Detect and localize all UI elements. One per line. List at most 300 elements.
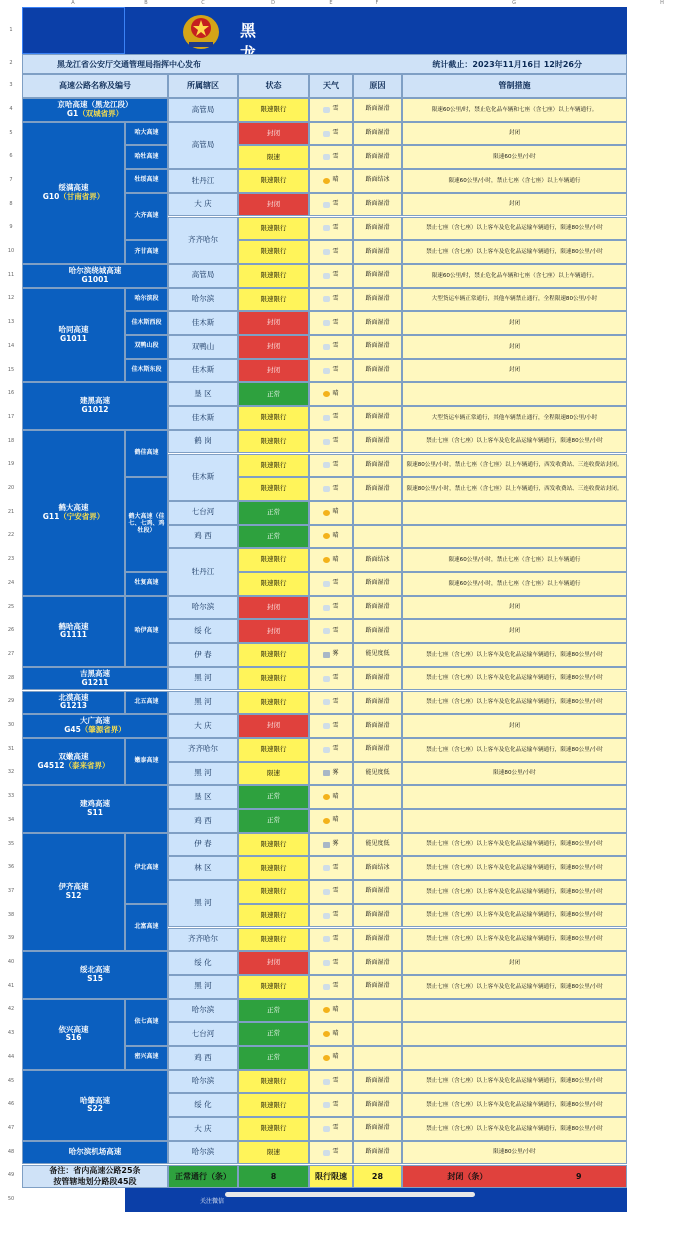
- section-name[interactable]: [125, 193, 168, 240]
- summary-closed-label: 封闭（条）: [447, 1171, 488, 1181]
- section-name[interactable]: [125, 572, 168, 596]
- status-cell[interactable]: [238, 311, 309, 335]
- weather-cell[interactable]: [309, 122, 353, 146]
- reason-cell[interactable]: [353, 762, 402, 786]
- road-name[interactable]: [22, 1070, 168, 1141]
- jurisdiction[interactable]: [168, 288, 238, 312]
- status-cell[interactable]: [238, 785, 309, 809]
- jurisdiction[interactable]: [168, 525, 238, 549]
- measure-cell[interactable]: [402, 999, 627, 1023]
- reason-cell[interactable]: [353, 619, 402, 643]
- jurisdiction[interactable]: [168, 785, 238, 809]
- road-name[interactable]: [22, 951, 168, 998]
- jurisdiction[interactable]: [168, 951, 238, 975]
- measure-cell[interactable]: [402, 833, 627, 857]
- weather-cell[interactable]: [309, 762, 353, 786]
- reason-cell[interactable]: [353, 1117, 402, 1141]
- jurisdiction[interactable]: [168, 1141, 238, 1165]
- measure-cell[interactable]: [402, 691, 627, 715]
- measure-cell[interactable]: [402, 572, 627, 596]
- measure-cell[interactable]: [402, 1093, 627, 1117]
- status-cell[interactable]: [238, 1093, 309, 1117]
- jurisdiction[interactable]: [168, 382, 238, 406]
- section-name[interactable]: [125, 904, 168, 951]
- jurisdiction[interactable]: [168, 975, 238, 999]
- weather-label: 雪: [332, 745, 339, 753]
- weather-cell[interactable]: [309, 501, 353, 525]
- reason-cell[interactable]: [353, 477, 402, 501]
- weather-label: 晴: [332, 531, 339, 539]
- measure-cell[interactable]: [402, 667, 627, 691]
- reason-label: 路面湿滑: [365, 745, 390, 753]
- jurisdiction[interactable]: [168, 928, 238, 952]
- selected-cell-a1[interactable]: [22, 7, 125, 54]
- header-status: [238, 74, 309, 98]
- measure-cell[interactable]: [402, 975, 627, 999]
- reason-cell[interactable]: [353, 856, 402, 880]
- measure-cell[interactable]: [402, 809, 627, 833]
- measure-cell[interactable]: [402, 643, 627, 667]
- jurisdiction[interactable]: [168, 548, 238, 595]
- status-cell[interactable]: [238, 667, 309, 691]
- measure-cell[interactable]: [402, 430, 627, 454]
- weather-cell[interactable]: [309, 951, 353, 975]
- weather-cell[interactable]: [309, 1093, 353, 1117]
- header-measures: [402, 74, 627, 98]
- measure-cell[interactable]: [402, 928, 627, 952]
- status-cell[interactable]: [238, 98, 309, 122]
- reason-cell[interactable]: [353, 193, 402, 217]
- reason-cell[interactable]: [353, 572, 402, 596]
- measure-cell[interactable]: [402, 904, 627, 928]
- status-cell[interactable]: [238, 1022, 309, 1046]
- weather-label: 雪: [332, 579, 339, 587]
- measure-text: 禁止七座（含七座）以上客车及危化品运输车辆通行，限速80公里/小时: [426, 1102, 603, 1109]
- road-name[interactable]: [22, 1141, 168, 1165]
- measure-text: 禁止七座（含七座）以上客车及危化品运输车辆通行，限速80公里/小时: [426, 1125, 603, 1132]
- measure-cell[interactable]: [402, 264, 627, 288]
- jurisdiction[interactable]: [168, 1117, 238, 1141]
- measure-cell[interactable]: [402, 311, 627, 335]
- reason-cell[interactable]: [353, 264, 402, 288]
- snow-icon: [323, 699, 330, 705]
- weather-cell[interactable]: [309, 311, 353, 335]
- section-name[interactable]: [125, 288, 168, 312]
- weather-label: 雪: [332, 911, 339, 919]
- status-cell[interactable]: [238, 1046, 309, 1070]
- road-name[interactable]: [22, 833, 125, 952]
- measure-cell[interactable]: [402, 596, 627, 620]
- weather-cell[interactable]: [309, 454, 353, 478]
- weather-cell[interactable]: [309, 1046, 353, 1070]
- measure-cell[interactable]: [402, 762, 627, 786]
- status-cell[interactable]: [238, 382, 309, 406]
- snow-icon: [323, 605, 330, 611]
- reason-cell[interactable]: [353, 501, 402, 525]
- status-cell[interactable]: [238, 454, 309, 478]
- reason-cell[interactable]: [353, 122, 402, 146]
- header-label: 管制措施: [498, 81, 531, 91]
- reason-cell[interactable]: [353, 335, 402, 359]
- weather-cell[interactable]: [309, 145, 353, 169]
- section-name[interactable]: [125, 999, 168, 1046]
- status-cell[interactable]: [238, 762, 309, 786]
- status-cell[interactable]: [238, 809, 309, 833]
- section-name[interactable]: [125, 359, 168, 383]
- weather-cell[interactable]: [309, 548, 353, 572]
- reason-cell[interactable]: [353, 975, 402, 999]
- reason-cell[interactable]: [353, 217, 402, 241]
- weather-cell[interactable]: [309, 359, 353, 383]
- weather-cell[interactable]: [309, 1022, 353, 1046]
- road-name-text: 双嫩高速: [58, 751, 89, 761]
- jurisdiction[interactable]: [168, 406, 238, 430]
- jurisdiction[interactable]: [168, 667, 238, 691]
- reason-cell[interactable]: [353, 904, 402, 928]
- status-cell[interactable]: [238, 1141, 309, 1165]
- measure-cell[interactable]: [402, 169, 627, 193]
- reason-cell[interactable]: [353, 667, 402, 691]
- jurisdiction[interactable]: [168, 880, 238, 927]
- status-cell[interactable]: [238, 714, 309, 738]
- jurisdiction[interactable]: [168, 833, 238, 857]
- road-name[interactable]: [22, 691, 125, 715]
- measure-cell[interactable]: [402, 501, 627, 525]
- measure-cell[interactable]: [402, 856, 627, 880]
- measure-cell[interactable]: [402, 122, 627, 146]
- snow-icon: [323, 131, 330, 137]
- status-cell[interactable]: [238, 999, 309, 1023]
- jurisdiction[interactable]: [168, 1046, 238, 1070]
- status-cell[interactable]: [238, 596, 309, 620]
- jurisdiction[interactable]: [168, 1022, 238, 1046]
- jurisdiction[interactable]: [168, 643, 238, 667]
- section-name[interactable]: [125, 477, 168, 572]
- status-cell[interactable]: [238, 240, 309, 264]
- jurisdiction[interactable]: [168, 999, 238, 1023]
- row-number: 13: [7, 319, 15, 326]
- road-name[interactable]: [22, 288, 125, 383]
- weather-cell[interactable]: [309, 880, 353, 904]
- reason-cell[interactable]: [353, 406, 402, 430]
- weather-cell[interactable]: [309, 691, 353, 715]
- reason-cell[interactable]: [353, 359, 402, 383]
- measure-cell[interactable]: [402, 145, 627, 169]
- measure-cell[interactable]: [402, 240, 627, 264]
- reason-cell[interactable]: [353, 288, 402, 312]
- measure-cell[interactable]: [402, 1046, 627, 1070]
- jurisdiction-label: 鸡 西: [194, 531, 212, 541]
- measure-cell[interactable]: [402, 382, 627, 406]
- jurisdiction[interactable]: [168, 454, 238, 501]
- road-name[interactable]: [22, 667, 168, 691]
- measure-cell[interactable]: [402, 193, 627, 217]
- weather-cell[interactable]: [309, 904, 353, 928]
- row-number: 32: [7, 769, 15, 776]
- measure-cell[interactable]: [402, 1141, 627, 1165]
- section-name[interactable]: [125, 311, 168, 335]
- weather-cell[interactable]: [309, 1117, 353, 1141]
- road-name-text: 哈尔滨绕城高速: [68, 266, 122, 276]
- section-name[interactable]: [125, 169, 168, 193]
- snow-icon: [323, 296, 330, 302]
- weather-cell[interactable]: [309, 975, 353, 999]
- measure-cell[interactable]: [402, 217, 627, 241]
- road-name-text: 伊齐高速: [58, 882, 89, 892]
- reason-cell[interactable]: [353, 311, 402, 335]
- measure-cell[interactable]: [402, 619, 627, 643]
- reason-cell[interactable]: [353, 454, 402, 478]
- status-cell[interactable]: [238, 525, 309, 549]
- jurisdiction[interactable]: [168, 691, 238, 715]
- jurisdiction[interactable]: [168, 738, 238, 762]
- reason-cell[interactable]: [353, 691, 402, 715]
- status-label: 限速限行: [260, 294, 287, 303]
- page-title: 黑: [240, 21, 257, 40]
- reason-cell[interactable]: [353, 785, 402, 809]
- section-label: 鹤佳高速: [134, 449, 159, 457]
- road-name[interactable]: [22, 999, 125, 1070]
- jurisdiction[interactable]: [168, 169, 238, 193]
- road-name[interactable]: [22, 738, 125, 785]
- status-cell[interactable]: [238, 335, 309, 359]
- weather-cell[interactable]: [309, 193, 353, 217]
- status-cell[interactable]: [238, 264, 309, 288]
- reason-cell[interactable]: [353, 1093, 402, 1117]
- row-number: 44: [7, 1053, 15, 1060]
- reason-cell[interactable]: [353, 809, 402, 833]
- reason-cell[interactable]: [353, 833, 402, 857]
- status-cell[interactable]: [238, 928, 309, 952]
- reason-cell[interactable]: [353, 525, 402, 549]
- weather-label: 雪: [332, 626, 339, 634]
- measure-cell[interactable]: [402, 477, 627, 501]
- section-name[interactable]: [125, 122, 168, 146]
- weather-cell[interactable]: [309, 525, 353, 549]
- road-name-text: 依兴高速: [58, 1024, 89, 1034]
- reason-cell[interactable]: [353, 999, 402, 1023]
- weather-cell[interactable]: [309, 1070, 353, 1094]
- section-name[interactable]: [125, 430, 168, 477]
- jurisdiction[interactable]: [168, 193, 238, 217]
- status-cell[interactable]: [238, 619, 309, 643]
- status-cell[interactable]: [238, 359, 309, 383]
- status-cell[interactable]: [238, 904, 309, 928]
- measure-text: 禁止七座（含七座）以上客车及危化品运输车辆通行，限速80公里/小时: [426, 651, 603, 658]
- jurisdiction[interactable]: [168, 1093, 238, 1117]
- measure-cell[interactable]: [402, 714, 627, 738]
- reason-cell[interactable]: [353, 928, 402, 952]
- measure-cell[interactable]: [402, 951, 627, 975]
- snow-icon: [323, 865, 330, 871]
- status-cell[interactable]: [238, 691, 309, 715]
- road-code-line: [67, 110, 123, 119]
- status-cell[interactable]: [238, 169, 309, 193]
- status-cell[interactable]: [238, 406, 309, 430]
- status-cell[interactable]: [238, 430, 309, 454]
- section-name[interactable]: [125, 1046, 168, 1070]
- jurisdiction[interactable]: [168, 809, 238, 833]
- measure-cell[interactable]: [402, 454, 627, 478]
- jurisdiction[interactable]: [168, 98, 238, 122]
- reason-cell[interactable]: [353, 1141, 402, 1165]
- status-cell[interactable]: [238, 1070, 309, 1094]
- measure-cell[interactable]: [402, 406, 627, 430]
- jurisdiction[interactable]: [168, 359, 238, 383]
- jurisdiction[interactable]: [168, 217, 238, 264]
- weather-cell[interactable]: [309, 572, 353, 596]
- reason-cell[interactable]: [353, 548, 402, 572]
- status-cell[interactable]: [238, 145, 309, 169]
- road-name[interactable]: [22, 785, 168, 832]
- status-cell[interactable]: [238, 856, 309, 880]
- weather-cell[interactable]: [309, 667, 353, 691]
- weather-cell[interactable]: [309, 999, 353, 1023]
- section-name[interactable]: [125, 335, 168, 359]
- weather-cell[interactable]: [309, 169, 353, 193]
- weather-cell[interactable]: [309, 856, 353, 880]
- section-name[interactable]: [125, 691, 168, 715]
- road-name[interactable]: [22, 430, 125, 596]
- reason-cell[interactable]: [353, 382, 402, 406]
- measure-cell[interactable]: [402, 880, 627, 904]
- weather-cell[interactable]: [309, 928, 353, 952]
- jurisdiction[interactable]: [168, 762, 238, 786]
- status-cell[interactable]: [238, 288, 309, 312]
- row-number: 9: [9, 224, 13, 231]
- weather-cell[interactable]: [309, 833, 353, 857]
- measure-cell[interactable]: [402, 1117, 627, 1141]
- section-name[interactable]: [125, 833, 168, 904]
- scroll-handle[interactable]: [225, 1192, 475, 1197]
- snow-icon: [323, 486, 330, 492]
- reason-cell[interactable]: [353, 714, 402, 738]
- status-cell[interactable]: [238, 193, 309, 217]
- jurisdiction[interactable]: [168, 311, 238, 335]
- measure-text: 大型货运车辆正常通行，其他车辆禁止通行，全程限速80公里/小时: [431, 414, 598, 421]
- reason-cell[interactable]: [353, 169, 402, 193]
- jurisdiction[interactable]: [168, 1070, 238, 1094]
- measure-cell[interactable]: [402, 359, 627, 383]
- reason-cell[interactable]: [353, 643, 402, 667]
- jurisdiction-label: 七台河: [191, 1028, 215, 1038]
- road-name[interactable]: [22, 264, 168, 288]
- weather-cell[interactable]: [309, 240, 353, 264]
- weather-cell[interactable]: [309, 596, 353, 620]
- measure-cell[interactable]: [402, 288, 627, 312]
- road-name[interactable]: [22, 122, 125, 264]
- column-letter: A: [71, 0, 75, 6]
- section-name[interactable]: [125, 145, 168, 169]
- reason-cell[interactable]: [353, 98, 402, 122]
- reason-cell[interactable]: [353, 951, 402, 975]
- status-cell[interactable]: [238, 833, 309, 857]
- reason-cell[interactable]: [353, 1070, 402, 1094]
- status-cell[interactable]: [238, 643, 309, 667]
- road-name[interactable]: [22, 382, 168, 429]
- road-name[interactable]: [22, 714, 168, 738]
- reason-cell[interactable]: [353, 1046, 402, 1070]
- weather-cell[interactable]: [309, 714, 353, 738]
- section-name[interactable]: [125, 596, 168, 667]
- status-cell[interactable]: [238, 738, 309, 762]
- reason-cell[interactable]: [353, 430, 402, 454]
- measure-cell[interactable]: [402, 785, 627, 809]
- reason-cell[interactable]: [353, 145, 402, 169]
- jurisdiction[interactable]: [168, 619, 238, 643]
- measure-cell[interactable]: [402, 98, 627, 122]
- jurisdiction[interactable]: [168, 501, 238, 525]
- row-number: 27: [7, 650, 15, 657]
- jurisdiction[interactable]: [168, 264, 238, 288]
- weather-cell[interactable]: [309, 288, 353, 312]
- weather-cell[interactable]: [309, 335, 353, 359]
- weather-cell[interactable]: [309, 430, 353, 454]
- reason-cell[interactable]: [353, 240, 402, 264]
- section-name[interactable]: [125, 240, 168, 264]
- jurisdiction[interactable]: [168, 430, 238, 454]
- jurisdiction-label: 黑 河: [194, 673, 212, 683]
- status-cell[interactable]: [238, 572, 309, 596]
- section-name[interactable]: [125, 738, 168, 785]
- jurisdiction[interactable]: [168, 714, 238, 738]
- row-number: 28: [7, 674, 15, 681]
- status-cell[interactable]: [238, 1117, 309, 1141]
- jurisdiction[interactable]: [168, 596, 238, 620]
- reason-cell[interactable]: [353, 738, 402, 762]
- weather-cell[interactable]: [309, 406, 353, 430]
- section-label: 牡绥高速: [134, 176, 159, 184]
- weather-cell[interactable]: [309, 619, 353, 643]
- jurisdiction[interactable]: [168, 856, 238, 880]
- status-cell[interactable]: [238, 975, 309, 999]
- status-cell[interactable]: [238, 951, 309, 975]
- weather-cell[interactable]: [309, 643, 353, 667]
- weather-cell[interactable]: [309, 477, 353, 501]
- weather-cell[interactable]: [309, 382, 353, 406]
- status-cell[interactable]: [238, 880, 309, 904]
- status-cell[interactable]: [238, 217, 309, 241]
- road-name[interactable]: [22, 596, 125, 667]
- jurisdiction[interactable]: [168, 335, 238, 359]
- reason-cell[interactable]: [353, 596, 402, 620]
- road-name[interactable]: [22, 98, 168, 122]
- status-cell[interactable]: [238, 501, 309, 525]
- measure-cell[interactable]: [402, 738, 627, 762]
- measure-cell[interactable]: [402, 1022, 627, 1046]
- weather-cell[interactable]: [309, 217, 353, 241]
- jurisdiction[interactable]: [168, 122, 238, 169]
- jurisdiction-label: 黑 河: [194, 898, 212, 908]
- reason-cell[interactable]: [353, 880, 402, 904]
- measure-cell[interactable]: [402, 548, 627, 572]
- weather-cell[interactable]: [309, 785, 353, 809]
- weather-cell[interactable]: [309, 98, 353, 122]
- measure-cell[interactable]: [402, 1070, 627, 1094]
- weather-cell[interactable]: [309, 809, 353, 833]
- status-cell[interactable]: [238, 477, 309, 501]
- weather-cell[interactable]: [309, 264, 353, 288]
- weather-cell[interactable]: [309, 738, 353, 762]
- row-number: 10: [7, 248, 15, 255]
- reason-cell[interactable]: [353, 1022, 402, 1046]
- status-cell[interactable]: [238, 122, 309, 146]
- summary-limit-count: [353, 1165, 402, 1189]
- weather-cell[interactable]: [309, 1141, 353, 1165]
- status-cell[interactable]: [238, 548, 309, 572]
- measure-cell[interactable]: [402, 525, 627, 549]
- measure-cell[interactable]: [402, 335, 627, 359]
